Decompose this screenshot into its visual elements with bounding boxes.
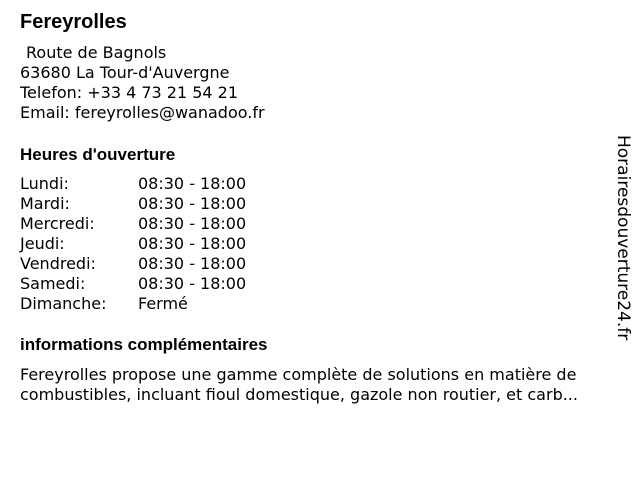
address-block	[20, 43, 265, 123]
address-street: Route de Bagnols	[26, 43, 167, 62]
hours-day: Dimanche:	[20, 294, 107, 313]
hours-heading: Heures d'ouverture	[20, 145, 176, 164]
hours-time: 08:30 - 18:00	[138, 274, 247, 293]
hours-row	[20, 174, 246, 194]
info-line: combustibles, incluant fioul domestique, gazole non routier, et carb...	[20, 385, 578, 404]
hours-day: Samedi:	[20, 274, 86, 293]
hours-day: Lundi:	[20, 174, 69, 193]
hours-row	[20, 274, 246, 294]
hours-time: 08:30 - 18:00	[138, 194, 247, 213]
hours-time: 08:30 - 18:00	[138, 254, 247, 273]
phone-number: Telefon: +33 4 73 21 54 21	[20, 83, 239, 102]
info-line: Fereyrolles propose une gamme complète de solutions en matière de	[20, 365, 577, 384]
hours-table	[20, 174, 246, 314]
info-heading: informations complémentaires	[20, 335, 268, 354]
hours-row	[20, 194, 246, 214]
email-address: Email: fereyrolles@wanadoo.fr	[20, 103, 265, 122]
address-city: 63680 La Tour-d'Auvergne	[20, 63, 230, 82]
hours-time: Fermé	[138, 294, 188, 313]
hours-row	[20, 214, 246, 234]
business-name: Fereyrolles	[20, 11, 127, 33]
hours-row	[20, 294, 246, 314]
hours-day: Jeudi:	[20, 234, 65, 253]
site-watermark: Horairesdouverture24.fr	[613, 135, 633, 341]
hours-row	[20, 254, 246, 274]
hours-day: Mardi:	[20, 194, 70, 213]
hours-row	[20, 234, 246, 254]
hours-time: 08:30 - 18:00	[138, 234, 247, 253]
hours-time: 08:30 - 18:00	[138, 174, 247, 193]
hours-time: 08:30 - 18:00	[138, 214, 247, 233]
hours-day: Vendredi:	[20, 254, 96, 273]
hours-day: Mercredi:	[20, 214, 95, 233]
info-description	[20, 365, 578, 405]
